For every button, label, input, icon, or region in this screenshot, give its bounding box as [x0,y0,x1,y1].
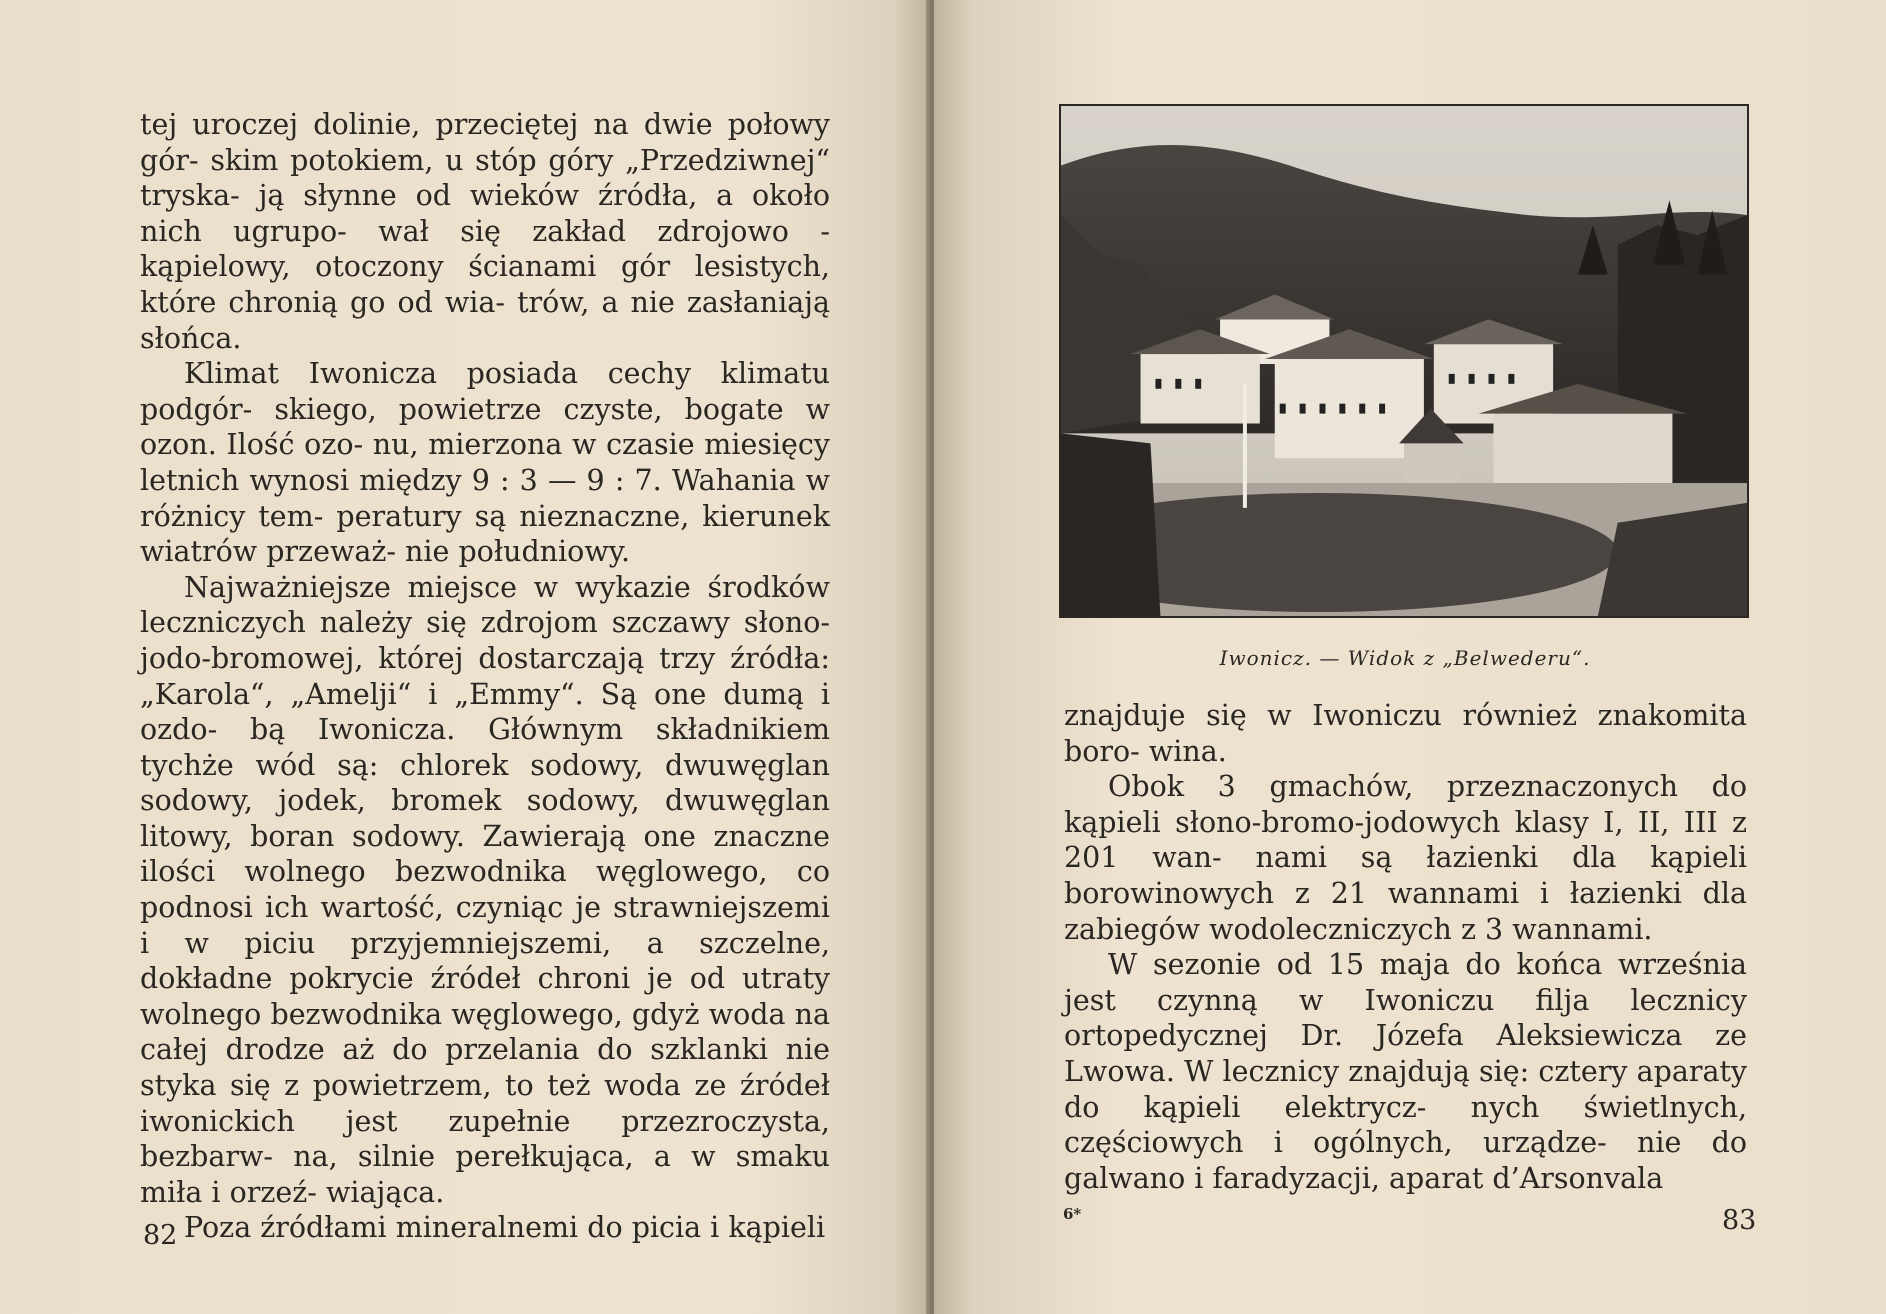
text-line: z 3 wannami. [1460,912,1653,946]
paragraph [1064,947,1747,1196]
text-line: peratury są nieznaczne, kierunek wiatrów przeważ- [140,499,831,569]
text-line: wał się zakład zdrojowo - kąpielowy, otoczony [140,214,830,284]
text-line: Najważniejsze miejsce w wykazie środków [184,570,830,604]
text-line: Dr. Józefa Aleksiewicza ze Lwowa. W lecznicy [1064,1019,1748,1088]
page-number-left: 82 [143,1220,178,1251]
paragraph [1064,698,1747,769]
paragraph [140,570,830,1211]
text-line: Klimat Iwonicza posiada cechy klimatu podgór- [140,357,830,426]
text-line: wannami i łazienki dla zabiegów wodoleczniczych [1064,876,1748,946]
text-line: iwonickich jest zupełnie przezroczysta, bezbarw- [140,1104,830,1174]
text-line: „Karola“, „Amelji“ i „Emmy“. Są one dumą i ozdo- [140,677,830,747]
paragraph [140,1210,830,1246]
text-line: nami są łazienki dla kąpieli borowinowych z 21 [1064,841,1747,910]
text-line: strawniejszemi i w piciu przyjemniejszemi, [140,891,831,960]
text-line: ją słynne od wieków źródła, a około nich ugrupo- [140,179,830,248]
text-line: wiająca. [325,1175,445,1209]
text-line: styka się z powietrzem, to też woda ze źródeł [140,1069,830,1103]
text-line: są: chlorek sodowy, dwuwęglan sodowy, jodek, [140,748,830,818]
text-line: trów, a nie zasłaniają słońca. [140,285,831,355]
text-line: nu, mierzona w czasie miesięcy letnich wynosi [140,428,830,497]
text-line: tej uroczej dolinie, przeciętej na dwie połowy gór- [140,108,830,177]
text-line: utraty wolnego bezwodnika węglowego, gdyż woda [140,962,831,1031]
text-line: nych świetlnych, częściowych i ogólnych, urządze- [1064,1090,1747,1160]
photo-caption: Iwonicz. — Widok z „Belwederu“. [1219,646,1591,670]
text-line: nie do galwano i faradyzacji, aparat d’Arsonvala [1064,1126,1747,1195]
text-line: bromek sodowy, dwuwęglan litowy, boran sodowy. [140,784,830,853]
page-number-right: 83 [1722,1205,1757,1236]
text-line: skiego, powietrze czyste, bogate w ozon. Ilość ozo- [140,392,831,462]
paragraph [140,107,830,356]
text-line: nie południowy. [405,535,631,569]
text-line: słono-bromo-jodowych klasy I, II, III z 201 wan- [1064,805,1747,875]
text-line: leczniczych należy się zdrojom szczawy słono- [140,606,830,640]
text-line: wina. [1148,734,1227,768]
photo-illustration [1061,106,1747,616]
text-line: węglowego, co podnosi ich wartość, czyniąc je [140,855,831,925]
text-line: a szczelne, dokładne pokrycie źródeł chroni je od [140,926,831,996]
photo-iwonicz-view [1059,104,1749,618]
text-line: bą Iwonicza. Głównym składnikiem tychże wód [140,713,831,782]
left-page [0,0,930,1314]
text-line: znajduje się w Iwoniczu również znakomita boro- [1064,699,1747,768]
text-line: na, silnie perełkująca, a w smaku miła i orzeź- [140,1140,831,1209]
text-line: czynną w Iwoniczu filja lecznicy ortopedycznej [1064,983,1747,1053]
paragraph [1064,769,1747,947]
text-line: skim potokiem, u stóp góry „Przedziwnej“ tryska- [140,143,830,213]
text-line: Poza źródłami mineralnemi do picia i kąpieli [184,1211,826,1245]
text-line: na całej drodze aż do przelania do szklanki nie [140,997,831,1067]
left-page-body-text [140,107,830,1246]
text-line: Zawierają one znaczne ilości wolnego bezwodnika [140,819,830,889]
right-page-body-text [1064,698,1747,1196]
text-line: znajdują się: cztery aparaty do kąpieli elektrycz- [1064,1054,1747,1124]
text-line: ścianami gór lesistych, które chronią go od wia- [140,250,830,319]
text-line: jodo-bromowej, której dostarczają trzy źródła: [140,641,830,675]
text-line: Obok 3 gmachów, przeznaczonych do kąpieli [1064,770,1747,839]
paragraph [140,356,830,570]
text-line: między 9 : 3 — 9 : 7. Wahania w różnicy tem- [140,463,830,533]
signature-mark: 6* [1063,1205,1082,1223]
text-line: W sezonie od 15 maja do końca września jest [1064,948,1747,1017]
